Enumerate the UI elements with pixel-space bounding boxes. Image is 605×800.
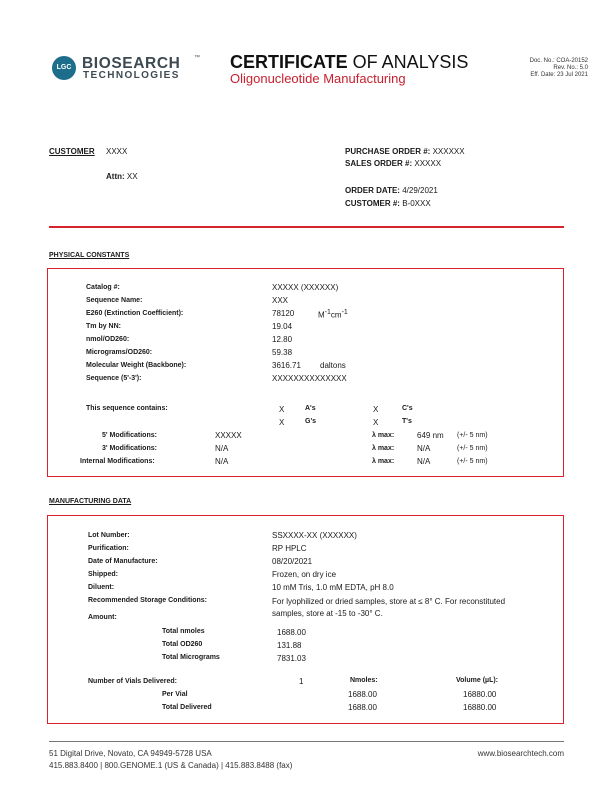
lgc-logo-icon xyxy=(52,56,76,80)
rev-number: Rev. No.: 5.0 xyxy=(553,65,588,71)
doc-number: Doc. No.: COA-20152 xyxy=(529,58,588,64)
total-delivered-label: Total Delivered xyxy=(162,704,212,711)
customer-number xyxy=(345,199,431,208)
brand-subname: TECHNOLOGIES xyxy=(83,70,180,81)
total-nmoles-label: Total nmoles xyxy=(162,628,205,635)
storage-value-line1: For lyophilized or dried samples, store at ≤ 8° C. For reconstituted xyxy=(272,597,506,606)
g-label: G's xyxy=(305,418,317,425)
total-od-label: Total OD260 xyxy=(162,641,203,648)
lmax3-value: N/A xyxy=(417,444,431,453)
sequence-value: XXXXXXXXXXXXXX xyxy=(272,374,347,383)
page-title xyxy=(230,52,468,73)
lmax-internal-value: N/A xyxy=(417,457,431,466)
a-count: X xyxy=(279,405,285,414)
c-label: C's xyxy=(402,405,413,412)
purchase-order xyxy=(345,147,465,156)
molecular-weight-unit: daltons xyxy=(320,361,346,370)
order-date-label: ORDER DATE: xyxy=(345,186,400,195)
internal-mod-label: Internal Modifications: xyxy=(80,458,155,465)
section-divider xyxy=(49,226,564,228)
order-date xyxy=(345,186,438,195)
lmax5-value xyxy=(417,431,444,440)
diluent-value: 10 mM Tris, 1.0 mM EDTA, pH 8.0 xyxy=(272,583,394,592)
micrograms-od-label: Micrograms/OD260: xyxy=(86,349,153,356)
storage-label: Recommended Storage Conditions: xyxy=(88,597,208,604)
vials-label: Number of Vials Delivered: xyxy=(88,678,177,685)
internal-mod-value: N/A xyxy=(215,457,229,466)
catalog-label: Catalog #: xyxy=(86,284,120,291)
micrograms-od-value: 59.38 xyxy=(272,348,293,357)
attn-line xyxy=(106,172,138,181)
per-vial-volume: 16880.00 xyxy=(463,690,497,699)
total-delivered-volume: 16880.00 xyxy=(463,703,497,712)
customer-number-value: B-0XXX xyxy=(402,199,431,208)
total-nmoles-value: 1688.00 xyxy=(277,628,306,637)
nmol-od-label: nmol/OD260: xyxy=(86,336,130,343)
shipped-label: Shipped: xyxy=(88,571,118,578)
c-count: X xyxy=(373,405,379,414)
lmax-internal-tolerance: (+/- 5 nm) xyxy=(457,458,488,465)
e260-unit-exp1: -1 xyxy=(324,309,331,316)
e260-unit-m: M xyxy=(318,310,325,320)
t-label: T's xyxy=(402,418,412,425)
per-vial-nmoles: 1688.00 xyxy=(348,690,377,699)
tm-label: Tm by NN: xyxy=(86,323,121,330)
g-count: X xyxy=(279,418,285,427)
manufacturing-data-title: MANUFACTURING DATA xyxy=(49,498,132,505)
mod3-value: N/A xyxy=(215,444,229,453)
title-rest: OF ANALYSIS xyxy=(347,52,469,72)
catalog-value: XXXXX (XXXXXX) xyxy=(272,283,339,292)
vials-value: 1 xyxy=(299,677,304,686)
order-date-value: 4/29/2021 xyxy=(402,186,438,195)
purchase-order-label: PURCHASE ORDER #: xyxy=(345,147,431,156)
total-micrograms-value: 7831.03 xyxy=(277,654,306,663)
storage-value-line2: samples, store at -15 to -30° C. xyxy=(272,609,383,618)
nmoles-header: Nmoles: xyxy=(350,677,378,684)
contains-label: This sequence contains: xyxy=(86,405,168,412)
nmol-od-value: 12.80 xyxy=(272,335,293,344)
customer-value: XXXX xyxy=(106,147,128,156)
molecular-weight-label: Molecular Weight (Backbone): xyxy=(86,362,187,369)
diluent-label: Diluent: xyxy=(88,584,115,591)
page-subtitle: Oligonucleotide Manufacturing xyxy=(230,71,406,86)
t-count: X xyxy=(373,418,379,427)
purification-value: RP HPLC xyxy=(272,544,307,553)
sequence-name-value: XXX xyxy=(272,296,289,305)
trademark-mark: ™ xyxy=(194,55,200,61)
sequence-label: Sequence (5'-3'): xyxy=(86,375,142,382)
logo-text: LGC xyxy=(56,64,72,71)
purification-label: Purification: xyxy=(88,545,129,552)
footer-address: 51 Digital Drive, Novato, CA 94949-5728 USA xyxy=(49,749,212,758)
a-label: A's xyxy=(305,405,316,412)
lmax5-number: 649 xyxy=(417,431,431,440)
footer-website-link[interactable]: www.biosearchtech.com xyxy=(477,749,564,758)
lot-label: Lot Number: xyxy=(88,532,130,539)
attn-value: XX xyxy=(126,172,138,181)
lmax5-label: λ max: xyxy=(372,432,395,439)
footer-divider xyxy=(49,741,564,742)
lot-value: SSXXXX-XX (XXXXXX) xyxy=(272,531,357,540)
molecular-weight-value: 3616.71 xyxy=(272,361,301,370)
per-vial-label: Per Vial xyxy=(162,691,188,698)
amount-label: Amount: xyxy=(88,614,117,621)
e260-unit-exp2: -1 xyxy=(341,309,348,316)
sequence-name-label: Sequence Name: xyxy=(86,297,143,304)
e260-unit xyxy=(318,309,348,320)
mod3-label: 3' Modifications: xyxy=(102,445,157,452)
tm-value: 19.04 xyxy=(272,322,293,331)
total-od-value: 131.88 xyxy=(277,641,302,650)
lmax5-tolerance: (+/- 5 nm) xyxy=(457,432,488,439)
lmax-internal-label: λ max: xyxy=(372,458,395,465)
effective-date: Eff. Date: 23 Jul 2021 xyxy=(530,72,588,78)
e260-unit-cm: cm xyxy=(330,310,342,320)
sales-order-label: SALES ORDER #: xyxy=(345,159,413,168)
manufacture-date-value: 08/20/2021 xyxy=(272,557,313,566)
mod5-label: 5' Modifications: xyxy=(102,432,157,439)
lmax3-label: λ max: xyxy=(372,445,395,452)
e260-value: 78120 xyxy=(272,309,295,318)
title-bold: CERTIFICATE xyxy=(230,52,348,72)
customer-label: CUSTOMER xyxy=(49,147,95,156)
sales-order xyxy=(345,159,441,168)
customer-number-label: CUSTOMER #: xyxy=(345,199,400,208)
purchase-order-value: XXXXXX xyxy=(432,147,465,156)
e260-label: E260 (Extinction Coefficient): xyxy=(86,310,184,317)
lmax5-unit: nm xyxy=(432,431,444,440)
volume-header: Volume (µL): xyxy=(456,677,499,684)
total-micrograms-label: Total Micrograms xyxy=(162,654,220,661)
shipped-value: Frozen, on dry ice xyxy=(272,570,337,579)
footer-phones: 415.883.8400 | 800.GENOME.1 (US & Canada) | 415.883.8488 (fax) xyxy=(49,761,293,770)
lmax3-tolerance: (+/- 5 nm) xyxy=(457,445,488,452)
manufacture-date-label: Date of Manufacture: xyxy=(88,558,158,565)
brand-name: BIOSEARCH xyxy=(82,55,181,72)
total-delivered-nmoles: 1688.00 xyxy=(348,703,377,712)
mod5-value: XXXXX xyxy=(215,431,242,440)
physical-constants-title: PHYSICAL CONSTANTS xyxy=(49,252,130,259)
sales-order-value: XXXXX xyxy=(414,159,442,168)
attn-label: Attn: xyxy=(106,172,125,181)
